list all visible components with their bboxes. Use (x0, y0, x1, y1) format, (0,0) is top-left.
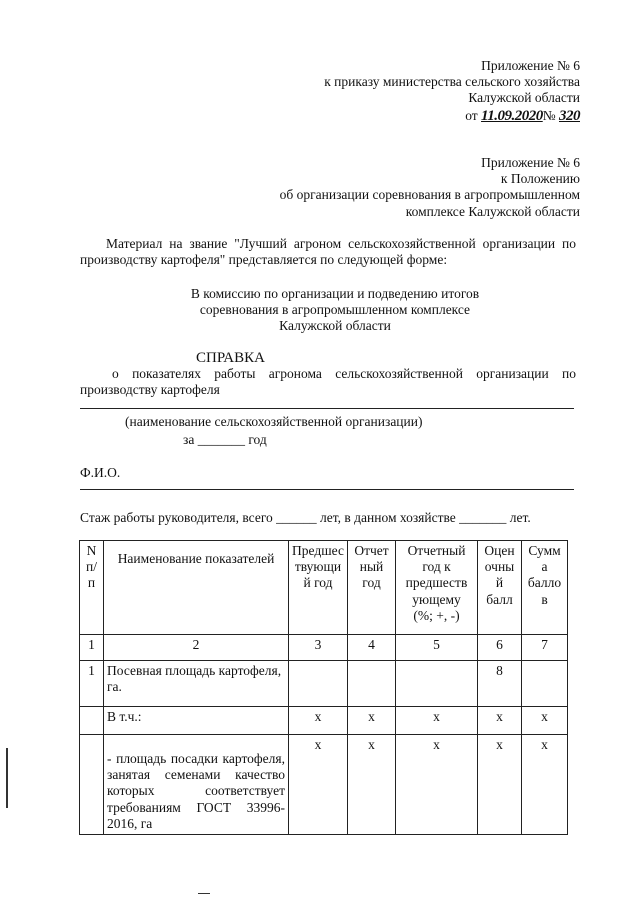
report-year-cell: x (348, 707, 396, 735)
numbering-cell: 6 (478, 635, 522, 661)
numbering-cell: 5 (396, 635, 478, 661)
addressee-line-3: Калужской области (279, 318, 391, 334)
region-label: Калужской области (468, 90, 580, 106)
spravka-subtitle (80, 366, 576, 398)
handwritten-date: 11.09.2020 (481, 107, 543, 124)
date-prefix: от (465, 107, 478, 123)
numbering-cell: 2 (104, 635, 289, 661)
regulation-title-line2: комплексе Калужской области (405, 203, 580, 219)
sum-cell (522, 661, 568, 707)
order-annex-header (160, 58, 580, 125)
header-cell-sum: Сумм а балло в (522, 541, 568, 635)
fio-line (80, 489, 574, 490)
scan-edge-mark (6, 748, 8, 808)
score-cell: x (478, 735, 522, 835)
handwritten-order-number: 320 (559, 107, 580, 124)
ratio-cell (396, 661, 478, 707)
experience-line: Стаж работы руководителя, всего ______ лет, в данном хозяйстве _______ лет. (80, 510, 531, 525)
header-cell-ratio: Отчетный год к предшеств ующему (%; +, -) (396, 541, 478, 635)
addressee-line-2: соревнования в агропромышленном комплексе (199, 302, 471, 318)
ratio-cell: x (396, 735, 478, 835)
sum-cell: x (522, 735, 568, 835)
header-cell-score: Оцен очны й балл (478, 541, 522, 635)
order-reference-label: к приказу министерства сельского хозяйства (324, 74, 580, 90)
numbering-cell: 3 (289, 635, 348, 661)
organization-caption: (наименование сельскохозяйственной организации) (125, 414, 423, 429)
score-cell: x (478, 707, 522, 735)
score-cell: 8 (478, 661, 522, 707)
row-number-cell (80, 707, 104, 735)
header-cell-name: Наименование показателей (104, 541, 289, 635)
table-header-row (80, 541, 568, 635)
spravka-subtitle-line-1: о показателях работы агронома сельскохозяйственной организации по (112, 366, 576, 381)
numbering-cell: 7 (522, 635, 568, 661)
order-date-line (160, 107, 580, 125)
intro-paragraph (80, 236, 576, 268)
header-cell-number: N п/ п (80, 541, 104, 635)
report-year-cell: x (348, 735, 396, 835)
indicator-name-cell: - площадь посадки картофеля, занятая семенами качество которых соответствует требованиям ГОСТ 33996-2016, га (104, 735, 289, 835)
indicator-name-cell: В т.ч.: (104, 707, 289, 735)
regulation-annex-header (160, 155, 580, 220)
ratio-cell: x (396, 707, 478, 735)
prev-year-cell (289, 661, 348, 707)
numbering-cell: 4 (348, 635, 396, 661)
indicator-name-cell: Посевная площадь картофеля, га. (104, 661, 289, 707)
table-numbering-row (80, 635, 568, 661)
indicators-table (79, 540, 568, 835)
intro-line-1: Материал на звание "Лучший агроном сельскохозяйственной организации по (106, 236, 576, 251)
table-row (80, 707, 568, 735)
addressee-block (150, 286, 520, 335)
regulation-reference-label: к Положению (500, 171, 580, 187)
annex-number-label: Приложение № 6 (481, 58, 580, 73)
table-row (80, 661, 568, 707)
table-row (80, 735, 568, 835)
year-line: за _______ год (183, 432, 267, 447)
regulation-title-line1: об организации соревнования в агропромышленном (279, 187, 580, 203)
spravka-subtitle-line-2: производству картофеля (80, 382, 220, 398)
header-cell-prev-year: Предшес твующи й год (289, 541, 348, 635)
fio-label: Ф.И.О. (80, 465, 121, 480)
row-number-cell: 1 (80, 661, 104, 707)
intro-line-2: производству картофеля" представляется по следующей форме: (80, 252, 448, 268)
prev-year-cell: x (289, 707, 348, 735)
report-year-cell (348, 661, 396, 707)
prev-year-cell: x (289, 735, 348, 835)
number-prefix: № (542, 107, 556, 123)
numbering-cell: 1 (80, 635, 104, 661)
row-number-cell (80, 735, 104, 835)
annex-number-label-2: Приложение № 6 (481, 155, 580, 170)
sum-cell: x (522, 707, 568, 735)
organization-name-line (80, 408, 574, 409)
document-title: СПРАВКА (196, 350, 265, 366)
addressee-line-1: В комиссию по организации и подведению итогов (190, 286, 480, 301)
scan-bottom-mark (198, 893, 210, 894)
header-cell-report-year: Отчет ный год (348, 541, 396, 635)
